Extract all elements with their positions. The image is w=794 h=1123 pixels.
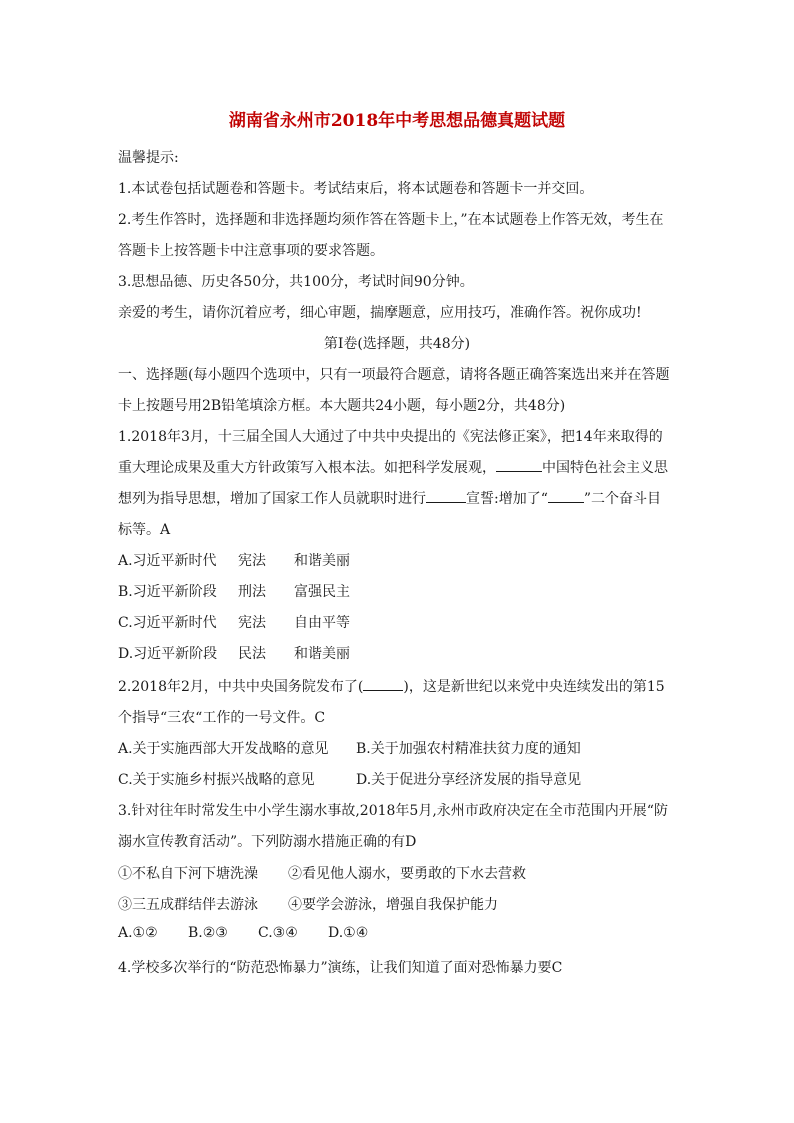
section-intro: 卡上按题号用2B铅笔填涂方框。本大题共24小题，每小题2分，共48分) [118, 398, 566, 414]
tip-item: 1.本试卷包括试题卷和答题卡。考试结束后，将本试题卷和答题卡一并交回。 [118, 181, 594, 197]
answer-blank [496, 457, 542, 472]
answer-blank [426, 488, 466, 503]
question-3-text: 3.针对往年时常发生中小学生溺水事故,2018年5月,永州市政府决定在全市范围内开展“防 [118, 803, 668, 819]
answer-blank [363, 676, 403, 691]
question-3-text: 溺水宣传教育活动”。下列防溺水措施正确的有D [118, 834, 417, 850]
question-1-text: 标等。A [118, 522, 171, 538]
question-2-text: 个指导“三农“工作的一号文件。C [118, 710, 326, 726]
tip-item: 2.考生作答时，选择题和非选择题均须作答在答题卡上，”在本试题卷上作答无效，考生在 [118, 212, 664, 228]
section-title: 第I卷(选择题，共48分) [323, 336, 471, 352]
question-1-text: 1.2018年3月，十三届全国人大通过了中共中央提出的《宪法修正案》，把14年来取得的 [118, 429, 663, 445]
question-1-text: 重大理论成果及重大方针政策写入根本法。如把科学发展观， 中国特色社会主义思 [118, 457, 668, 477]
tip-item: 答题卡上按答题卡中注意事项的要求答题。 [118, 243, 384, 259]
section-intro: 一、选择题(每小题四个选项中，只有一项最符合题意，请将各题正确答案选出来并在答题 [118, 367, 670, 383]
page-title: 湖南省永州市2018年中考思想品德真题试题 [228, 111, 566, 131]
question-1-text: 想列为指导思想，增加了国家工作人员就职时进行 宣誓:增加了“ ”二个奋斗目 [118, 488, 661, 508]
tip-item: 亲爱的考生，请你沉着应考，细心审题，揣摩题意，应用技巧，准确作答。祝你成功! [118, 305, 642, 321]
tips-heading: 温馨提示: [118, 150, 179, 166]
answer-blank [548, 488, 584, 503]
question-4-text: 4.学校多次举行的“防范恐怖暴力”演练，让我们知道了面对恐怖暴力要C [118, 960, 563, 976]
exam-page: 湖南省永州市2018年中考思想品德真题试题 温馨提示: 1.本试卷包括试题卷和答题卡。考试结束后，将本试题卷和答题卡一并交回。 2.考生作答时，选择题和非选择题均须作答在答题卡上，”在本试题卷上作答无效，考生在 答题卡上按答题卡中注意事项的要求答题。 3.思想品德、历史各50分，共100分，考试时间90分钟。 亲爱的考生，请你沉着应考，细心审题，揣摩题意，应用技巧，准确作答。祝你成功! 第I卷(选择题，共48分) 一、选择题(每小题四个选项中，只有一项最符合题意，请将各题正确答案选出来并在答题 卡上按题号用2B铅笔填涂方框。本大题共24小题，每小题2分，共48分) 1.2018年3月，十三届全国人大通过了中共中央提出的《宪法修正案》，把14年来取得的 重大理论成果及重大方针政策写入根本法。如把科学发展观， 中国特色社会主义思 想列为指导思想，增加了国家工作人员就职时进行 宣誓:增加了“ ”二个奋斗目 标等。A A.习近平新时代 宪法 和谐美丽 B.习近平新阶段 刑法 富强民主 C.习近平新时代 宪法 自由平等 D.习近平新阶段 民法 和谐美丽 2.2018年2月，中共中央国务院发布了( )，这是新世纪以来党中央连续发出的第15 个指导“三农“工作的一号文件。C A.关于实施西部大开发战略的意见 B.关于加强农村精准扶贫力度的通知 C.关于实施乡村振兴战略的意见 D.关于促进分享经济发展的指导意见 3.针对往年时常发生中小学生溺水事故,2018年5月,永州市政府决定在全市范围内开展“防 溺水宣传教育活动”。下列防溺水措施正确的有D ①不私自下河下塘洗澡 ②看见他人溺水，要勇敢的下水去营救 ③三五成群结伴去游泳 ④要学会游泳，增强自我保护能力 A.①② B.②③ C.③④ D.①④ 4.学校多次举行的“防范恐怖暴力”演练，让我们知道了面对恐怖暴力要C [0, 0, 794, 1123]
question-2-text: 2.2018年2月，中共中央国务院发布了( )，这是新世纪以来党中央连续发出的第15 [118, 676, 665, 696]
tip-item: 3.思想品德、历史各50分，共100分，考试时间90分钟。 [118, 274, 474, 290]
